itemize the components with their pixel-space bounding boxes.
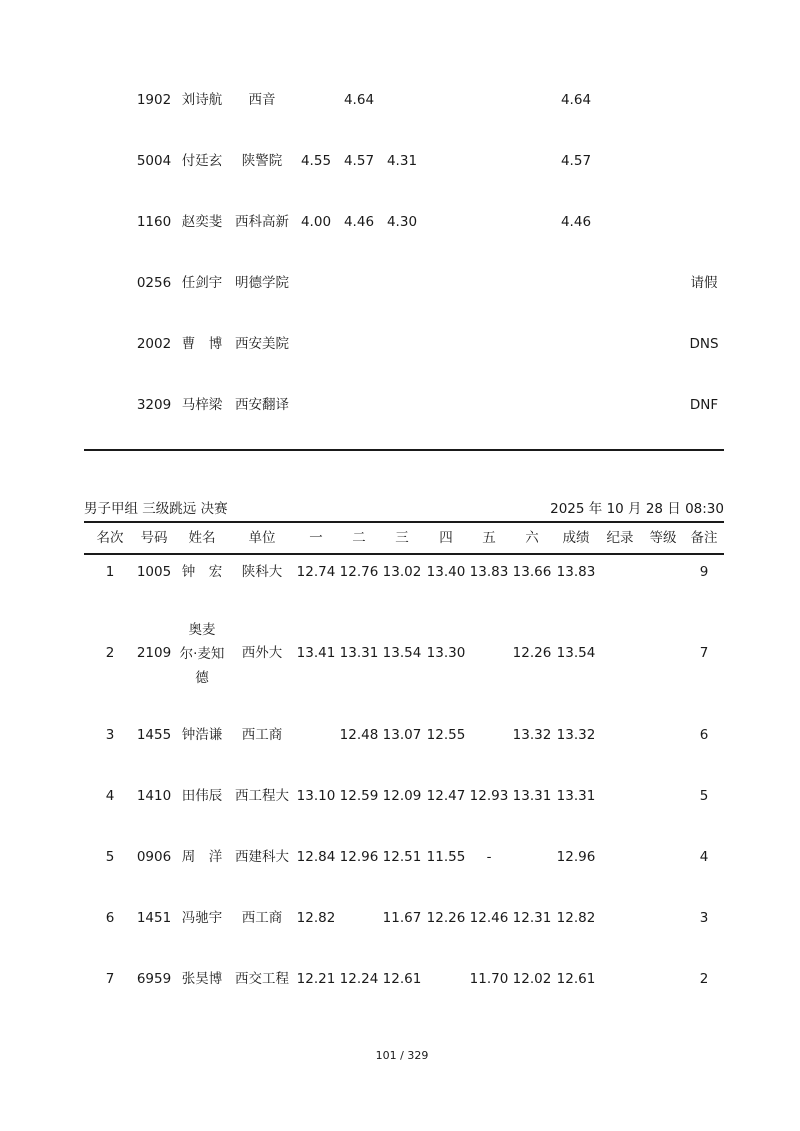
result-cell: 12.61 — [556, 971, 596, 987]
attempt-cell: 12.74 — [296, 564, 336, 580]
attempt-cell: 12.47 — [426, 788, 466, 804]
rank-cell: 5 — [105, 849, 115, 865]
attempt-cell: 13.31 — [512, 788, 552, 804]
attempt-cell: 13.02 — [382, 564, 422, 580]
attempt-cell: 12.51 — [382, 849, 422, 865]
bib-cell: 1451 — [136, 910, 172, 926]
note-cell: 4 — [699, 849, 709, 865]
section-divider — [84, 449, 724, 451]
attempt-cell: 12.82 — [296, 910, 336, 926]
name-cell: 周 洋 — [181, 849, 223, 865]
event-datetime: 2025 年 10 月 28 日 08:30 — [550, 501, 724, 517]
attempt-cell: 13.32 — [512, 727, 552, 743]
header-bottom-rule — [84, 553, 724, 555]
header-attempt-4: 四 — [439, 530, 453, 546]
attempt-cell: 13.54 — [382, 645, 422, 661]
attempt-cell: 4.00 — [300, 214, 332, 230]
header-attempt-5: 五 — [482, 530, 496, 546]
attempt-cell: 4.30 — [386, 214, 418, 230]
header-attempt-6: 六 — [525, 530, 539, 546]
attempt-cell: 12.02 — [512, 971, 552, 987]
attempt-cell: 13.10 — [296, 788, 336, 804]
unit-cell: 西科高新 — [235, 214, 289, 230]
header-record: 纪录 — [606, 530, 634, 546]
attempt-cell: 13.07 — [382, 727, 422, 743]
attempt-cell: 11.67 — [382, 910, 422, 926]
header-name: 姓名 — [188, 530, 216, 546]
name-cell-line: 尔·麦知 — [179, 646, 225, 662]
name-cell: 钟 宏 — [181, 564, 223, 580]
name-cell-line: 德 — [195, 670, 209, 686]
rank-cell: 3 — [105, 727, 115, 743]
header-note: 备注 — [690, 530, 718, 546]
header-attempt-3: 三 — [395, 530, 409, 546]
unit-cell: 陕科大 — [241, 564, 283, 580]
bib-cell: 1410 — [136, 788, 172, 804]
note-cell: 6 — [699, 727, 709, 743]
result-cell: 13.83 — [556, 564, 596, 580]
name-cell: 冯驰宇 — [181, 910, 223, 926]
event-title: 男子甲组 三级跳远 决赛 — [84, 501, 228, 517]
note-cell: 7 — [699, 645, 709, 661]
attempt-cell: 13.41 — [296, 645, 336, 661]
header-top-rule — [84, 521, 724, 523]
attempt-cell: 12.76 — [339, 564, 379, 580]
result-cell: 13.31 — [556, 788, 596, 804]
attempt-cell: - — [486, 849, 492, 865]
unit-cell: 西安美院 — [235, 336, 289, 352]
attempt-cell: 11.55 — [426, 849, 466, 865]
header-unit: 单位 — [248, 530, 276, 546]
attempt-cell: 12.26 — [426, 910, 466, 926]
attempt-cell: 4.64 — [343, 92, 375, 108]
bib-cell: 0256 — [136, 275, 172, 291]
header-bib: 号码 — [140, 530, 168, 546]
note-cell: 请假 — [690, 275, 718, 291]
header-attempt-1: 一 — [309, 530, 323, 546]
attempt-cell: 12.96 — [339, 849, 379, 865]
attempt-cell: 12.61 — [382, 971, 422, 987]
unit-cell: 西工程大 — [235, 788, 289, 804]
note-cell: 2 — [699, 971, 709, 987]
attempt-cell: 4.46 — [343, 214, 375, 230]
attempt-cell: 13.30 — [426, 645, 466, 661]
result-cell: 4.57 — [560, 153, 592, 169]
unit-cell: 西工商 — [241, 727, 283, 743]
note-cell: DNF — [689, 397, 719, 413]
attempt-cell: 12.21 — [296, 971, 336, 987]
name-cell: 曹 博 — [181, 336, 223, 352]
result-cell: 4.46 — [560, 214, 592, 230]
result-cell: 4.64 — [560, 92, 592, 108]
result-cell: 12.82 — [556, 910, 596, 926]
attempt-cell: 12.55 — [426, 727, 466, 743]
bib-cell: 2109 — [136, 645, 172, 661]
attempt-cell: 12.48 — [339, 727, 379, 743]
unit-cell: 西外大 — [241, 645, 283, 661]
bib-cell: 0906 — [136, 849, 172, 865]
name-cell: 钟浩谦 — [181, 727, 223, 743]
bib-cell: 5004 — [136, 153, 172, 169]
header-result: 成绩 — [562, 530, 590, 546]
attempt-cell: 4.57 — [343, 153, 375, 169]
attempt-cell: 12.09 — [382, 788, 422, 804]
attempt-cell: 4.55 — [300, 153, 332, 169]
unit-cell: 西音 — [248, 92, 276, 108]
name-cell: 张昊博 — [181, 971, 223, 987]
note-cell: 9 — [699, 564, 709, 580]
name-cell: 赵奕斐 — [181, 214, 223, 230]
note-cell: 5 — [699, 788, 709, 804]
name-cell: 马梓梁 — [181, 397, 223, 413]
attempt-cell: 12.24 — [339, 971, 379, 987]
bib-cell: 1005 — [136, 564, 172, 580]
name-cell: 付廷玄 — [181, 153, 223, 169]
result-cell: 13.32 — [556, 727, 596, 743]
attempt-cell: 12.31 — [512, 910, 552, 926]
rank-cell: 6 — [105, 910, 115, 926]
name-cell: 刘诗航 — [181, 92, 223, 108]
attempt-cell: 13.66 — [512, 564, 552, 580]
unit-cell: 西安翻译 — [235, 397, 289, 413]
bib-cell: 1160 — [136, 214, 172, 230]
page-number: 101 / 329 — [375, 1049, 429, 1062]
note-cell: DNS — [689, 336, 719, 352]
result-cell: 13.54 — [556, 645, 596, 661]
unit-cell: 西建科大 — [235, 849, 289, 865]
name-cell-line: 奥麦 — [188, 622, 216, 638]
unit-cell: 明德学院 — [235, 275, 289, 291]
rank-cell: 4 — [105, 788, 115, 804]
attempt-cell: 13.83 — [469, 564, 509, 580]
attempt-cell: 12.93 — [469, 788, 509, 804]
header-grade: 等级 — [649, 530, 677, 546]
bib-cell: 2002 — [136, 336, 172, 352]
attempt-cell: 11.70 — [469, 971, 509, 987]
header-attempt-2: 二 — [352, 530, 366, 546]
bib-cell: 3209 — [136, 397, 172, 413]
result-cell: 12.96 — [556, 849, 596, 865]
attempt-cell: 13.40 — [426, 564, 466, 580]
header-rank: 名次 — [96, 530, 124, 546]
rank-cell: 7 — [105, 971, 115, 987]
name-cell: 任剑宇 — [181, 275, 223, 291]
attempt-cell: 4.31 — [386, 153, 418, 169]
bib-cell: 1455 — [136, 727, 172, 743]
attempt-cell: 12.59 — [339, 788, 379, 804]
attempt-cell: 12.46 — [469, 910, 509, 926]
attempt-cell: 12.84 — [296, 849, 336, 865]
unit-cell: 西工商 — [241, 910, 283, 926]
unit-cell: 陕警院 — [241, 153, 283, 169]
unit-cell: 西交工程 — [235, 971, 289, 987]
bib-cell: 1902 — [136, 92, 172, 108]
rank-cell: 1 — [105, 564, 115, 580]
rank-cell: 2 — [105, 645, 115, 661]
attempt-cell: 13.31 — [339, 645, 379, 661]
attempt-cell: 12.26 — [512, 645, 552, 661]
bib-cell: 6959 — [136, 971, 172, 987]
name-cell: 田伟辰 — [181, 788, 223, 804]
note-cell: 3 — [699, 910, 709, 926]
